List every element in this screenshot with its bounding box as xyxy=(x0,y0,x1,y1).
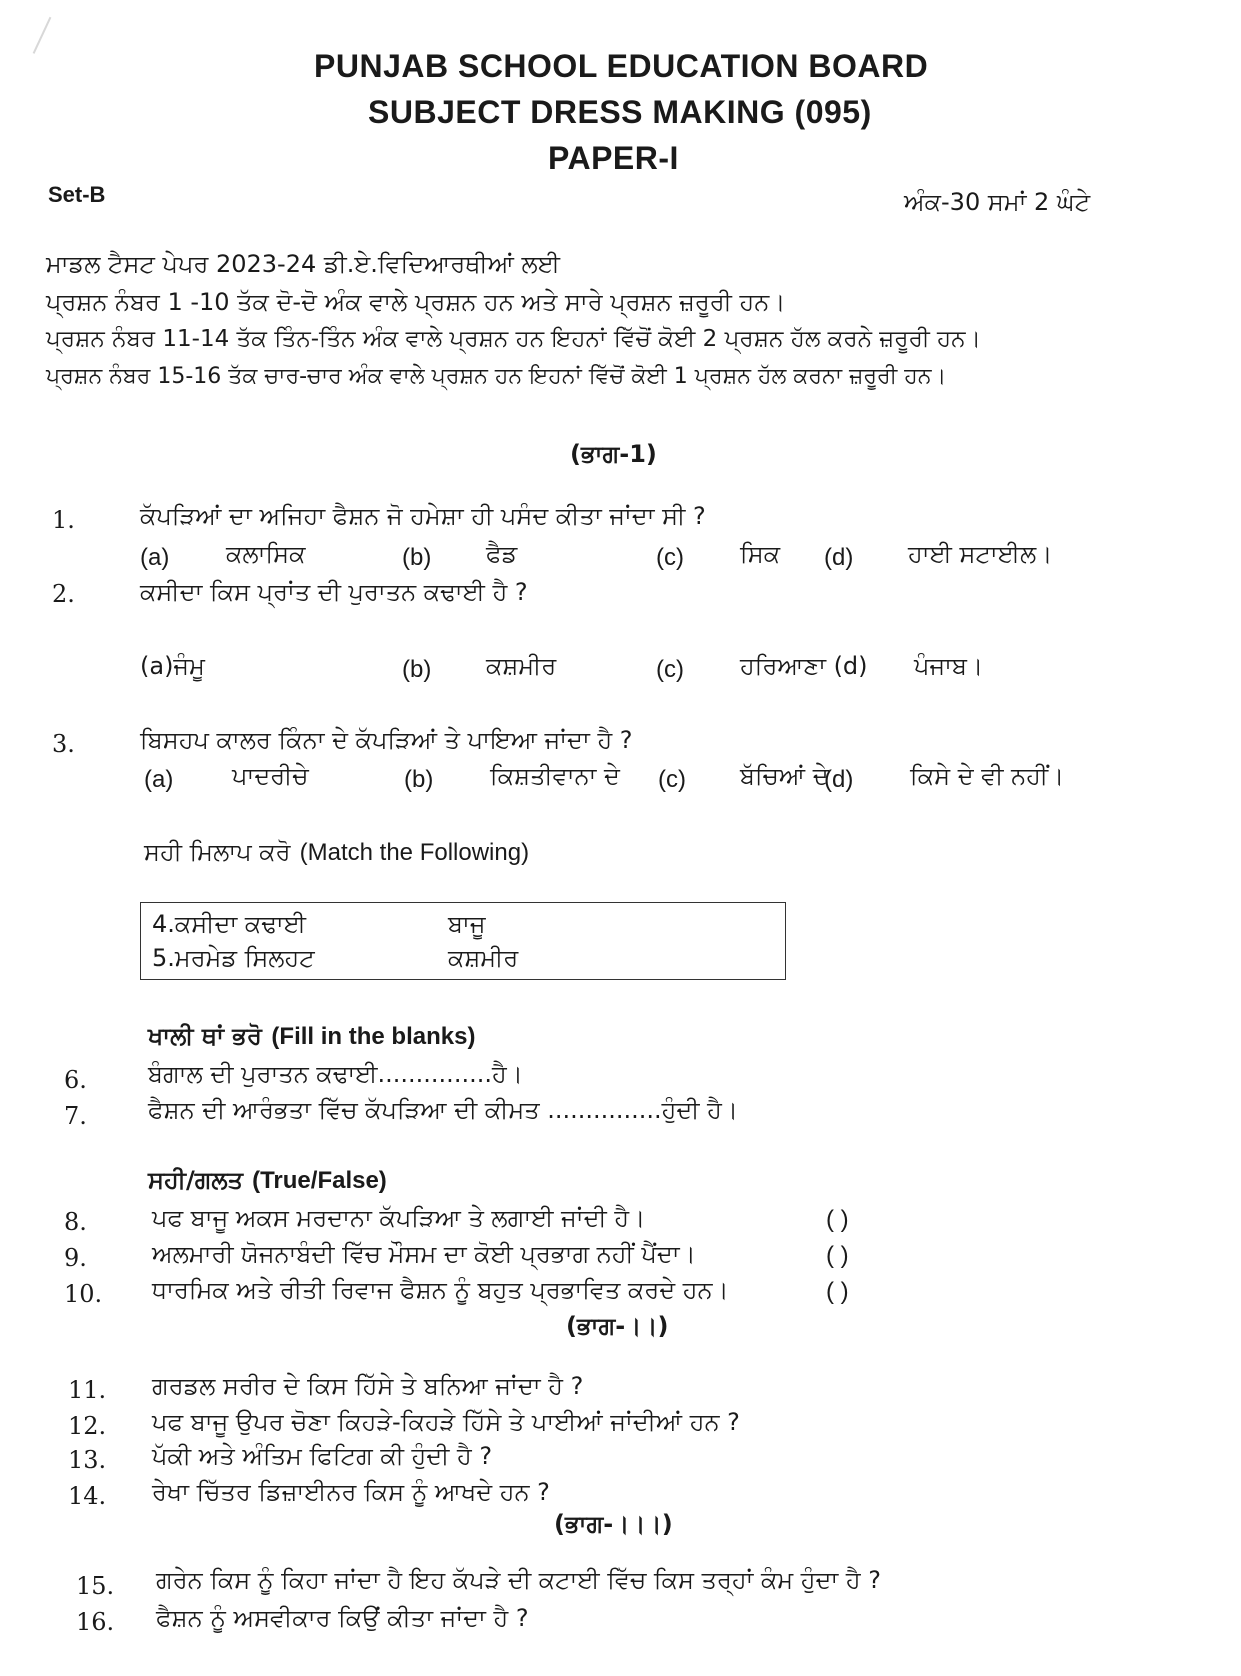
option-text: ਕਸ਼ਮੀਰ xyxy=(486,652,557,680)
option-label: (b) xyxy=(402,544,432,571)
option-text: ਹਾਈ ਸਟਾਈਲ। xyxy=(908,540,1053,568)
option-label: (b) xyxy=(402,656,432,683)
option-text: (a)ਜੰਮੂ xyxy=(140,652,205,680)
instruction-line: ਮਾਡਲ ਟੈਸਟ ਪੇਪਰ 2023-24 ਡੀ.ਏ.ਵਿਦਿਆਰਥੀਆਂ ਲਈ xyxy=(46,250,561,278)
option-text: ਪਾਦਰੀਚੇ xyxy=(232,762,309,790)
question-number: 3. xyxy=(52,730,75,758)
option-label: (c) xyxy=(656,544,684,571)
question-number: 1. xyxy=(52,506,75,534)
question-number: 13. xyxy=(68,1446,107,1474)
option-text: ਪੰਜਾਬ। xyxy=(914,652,984,680)
option-label: (a) xyxy=(140,544,170,571)
option-text: ਫੈਡ xyxy=(486,540,518,568)
option-text: ਕਿਸ਼ਤੀਵਾਨਾ ਦੇ xyxy=(490,762,620,790)
question-number: 14. xyxy=(68,1482,107,1510)
match-left: 5.ਮਰਮੇਡ ਸਿਲਹਟ xyxy=(152,944,315,972)
match-left: 4.ਕਸੀਦਾ ਕਢਾਈ xyxy=(152,910,307,938)
question-text: ਫੈਸ਼ਨ ਨੂੰ ਅਸਵੀਕਾਰ ਕਿਉਂ ਕੀਤਾ ਜਾਂਦਾ ਹੈ ? xyxy=(156,1604,529,1632)
paper-title: PAPER-I xyxy=(548,140,679,176)
option-label: (c) xyxy=(656,656,684,683)
option-label: (b) xyxy=(404,766,434,793)
question-text: ਪਫ ਬਾਜੂ ਅਕਸ ਮਰਦਾਨਾ ਕੱਪੜਿਆ ਤੇ ਲਗਾਈ ਜਾਂਦੀ ਹੈ। xyxy=(152,1204,646,1232)
question-number: 15. xyxy=(76,1572,115,1600)
option-text: ਕਿਸੇ ਦੇ ਵੀ ਨਹੀਂ। xyxy=(910,762,1065,790)
section-heading: (ਭਾਗ-।।) xyxy=(566,1312,669,1340)
question-number: 11. xyxy=(68,1376,107,1404)
option-text: ਕਲਾਸਿਕ xyxy=(226,540,306,568)
option-label: (a) xyxy=(144,766,174,793)
set-label: Set-B xyxy=(48,182,106,207)
section-heading: (ਭਾਗ-।।।) xyxy=(554,1510,673,1538)
question-text: ਕਸੀਦਾ ਕਿਸ ਪ੍ਰਾਂਤ ਦੀ ਪੁਰਾਤਨ ਕਢਾਈ ਹੈ ? xyxy=(140,578,528,606)
match-heading-pa: ਸਹੀ ਮਿਲਾਪ ਕਰੋ xyxy=(144,838,291,866)
option-text: ਸਿਕ xyxy=(740,540,781,568)
section-heading: (ਭਾਗ-1) xyxy=(570,440,657,468)
question-text: ਰੇਖਾ ਚਿੱਤਰ ਡਿਜ਼ਾਈਨਰ ਕਿਸ ਨੂੰ ਆਖਦੇ ਹਨ ? xyxy=(152,1478,550,1506)
question-number: 16. xyxy=(76,1608,115,1636)
question-text: ਬਿਸਹਪ ਕਾਲਰ ਕਿੰਨਾ ਦੇ ਕੱਪੜਿਆਂ ਤੇ ਪਾਇਆ ਜਾਂਦਾ ਹੈ ? xyxy=(140,726,633,754)
instruction-line: ਪ੍ਰਸ਼ਨ ਨੰਬਰ 15-16 ਤੱਕ ਚਾਰ-ਚਾਰ ਅੰਕ ਵਾਲੇ ਪ੍ਰਸ਼ਨ ਹਨ ਇਹਨਾਂ ਵਿੱਚੋਂ ਕੋਈ 1 ਪ੍ਰਸ਼ਨ ਹੱਲ ਕਰਨਾ ਜ਼ਰੂਰੀ ਹਨ। xyxy=(46,364,947,389)
option-text: ਬੱਚਿਆਂ ਦੇ xyxy=(740,762,829,790)
fill-heading-pa: ਖਾਲੀ ਥਾਂ ਭਰੋ xyxy=(148,1022,262,1050)
question-text: ਫੈਸ਼ਨ ਦੀ ਆਰੰਭਤਾ ਵਿੱਚ ਕੱਪੜਿਆ ਦੀ ਕੀਮਤ ...............ਹੁੰਦੀ ਹੈ। xyxy=(148,1096,739,1124)
fill-heading-en: (Fill in the blanks) xyxy=(271,1023,476,1050)
subject-title: SUBJECT DRESS MAKING (095) xyxy=(368,94,872,130)
tf-heading xyxy=(148,1166,387,1195)
marks-time: ਅੰਕ-30 ਸਮਾਂ 2 ਘੰਟੇ xyxy=(904,188,1091,216)
match-right: ਕਸ਼ਮੀਰ xyxy=(448,944,519,972)
board-title: PUNJAB SCHOOL EDUCATION BOARD xyxy=(314,48,929,84)
answer-blank: ( ) xyxy=(826,1242,849,1269)
question-number: 2. xyxy=(52,580,75,608)
question-number: 6. xyxy=(64,1066,87,1094)
question-text: ਗਰੇਨ ਕਿਸ ਨੂੰ ਕਿਹਾ ਜਾਂਦਾ ਹੈ ਇਹ ਕੱਪੜੇ ਦੀ ਕਟਾਈ ਵਿੱਚ ਕਿਸ ਤਰ੍ਹਾਂ ਕੰਮ ਹੁੰਦਾ ਹੈ ? xyxy=(156,1566,881,1594)
tf-heading-pa: ਸਹੀ/ਗਲਤ xyxy=(148,1166,243,1194)
question-text: ਬੰਗਾਲ ਦੀ ਪੁਰਾਤਨ ਕਢਾਈ...............ਹੈ। xyxy=(148,1060,523,1088)
question-number: 12. xyxy=(68,1412,107,1440)
question-number: 8. xyxy=(64,1208,87,1236)
question-text: ਧਾਰਮਿਕ ਅਤੇ ਰੀਤੀ ਰਿਵਾਜ ਫੈਸ਼ਨ ਨੂੰ ਬਹੁਤ ਪ੍ਰਭਾਵਿਤ ਕਰਦੇ ਹਨ। xyxy=(152,1276,729,1304)
answer-blank: ( ) xyxy=(826,1206,849,1233)
instruction-line: ਪ੍ਰਸ਼ਨ ਨੰਬਰ 11-14 ਤੱਕ ਤਿੰਨ-ਤਿੰਨ ਅੰਕ ਵਾਲੇ ਪ੍ਰਸ਼ਨ ਹਨ ਇਹਨਾਂ ਵਿੱਚੋਂ ਕੋਈ 2 ਪ੍ਰਸ਼ਨ ਹੱਲ ਕਰਨੇ ਜ਼ਰੂਰੀ ਹਨ। xyxy=(46,326,982,352)
question-text: ਗਰਡਲ ਸਰੀਰ ਦੇ ਕਿਸ ਹਿੱਸੇ ਤੇ ਬਨਿਆ ਜਾਂਦਾ ਹੈ ? xyxy=(152,1372,584,1400)
question-number: 9. xyxy=(64,1244,87,1272)
question-number: 7. xyxy=(64,1102,87,1130)
instruction-line: ਪ੍ਰਸ਼ਨ ਨੰਬਰ 1 -10 ਤੱਕ ਦੋ-ਦੋ ਅੰਕ ਵਾਲੇ ਪ੍ਰਸ਼ਨ ਹਨ ਅਤੇ ਸਾਰੇ ਪ੍ਰਸ਼ਨ ਜ਼ਰੂਰੀ ਹਨ। xyxy=(46,288,786,316)
match-heading-en: (Match the Following) xyxy=(299,839,530,866)
option-label: (c) xyxy=(658,766,686,793)
match-heading xyxy=(144,838,529,867)
option-label: (d) xyxy=(824,544,854,571)
match-right: ਬਾਜੂ xyxy=(448,910,486,938)
option-label: (d) xyxy=(824,766,854,793)
question-text: ਅਲਮਾਰੀ ਯੋਜਨਾਬੰਦੀ ਵਿੱਚ ਮੌਸਮ ਦਾ ਕੋਈ ਪ੍ਰਭਾਗ ਨਹੀਂ ਪੈਂਦਾ। xyxy=(152,1240,696,1268)
option-text: ਹਰਿਆਣਾ (d) xyxy=(740,652,868,680)
question-text: ਪਫ ਬਾਜੂ ਉਪਰ ਚੋਣਾ ਕਿਹੜੇ-ਕਿਹੜੇ ਹਿੱਸੇ ਤੇ ਪਾਈਆਂ ਜਾਂਦੀਆਂ ਹਨ ? xyxy=(152,1408,740,1436)
fill-heading xyxy=(148,1022,475,1051)
paper-scuff-mark xyxy=(33,17,72,63)
tf-heading-en: (True/False) xyxy=(252,1167,387,1194)
question-text: ਕੱਪੜਿਆਂ ਦਾ ਅਜਿਹਾ ਫੈਸ਼ਨ ਜੋ ਹਮੇਸ਼ਾ ਹੀ ਪਸੰਦ ਕੀਤਾ ਜਾਂਦਾ ਸੀ ? xyxy=(140,502,706,530)
answer-blank: ( ) xyxy=(826,1278,849,1305)
question-text: ਪੱਕੀ ਅਤੇ ਅੰਤਿਮ ਫਿਟਿਗ ਕੀ ਹੁੰਦੀ ਹੈ ? xyxy=(152,1442,493,1470)
question-number: 10. xyxy=(64,1280,103,1308)
